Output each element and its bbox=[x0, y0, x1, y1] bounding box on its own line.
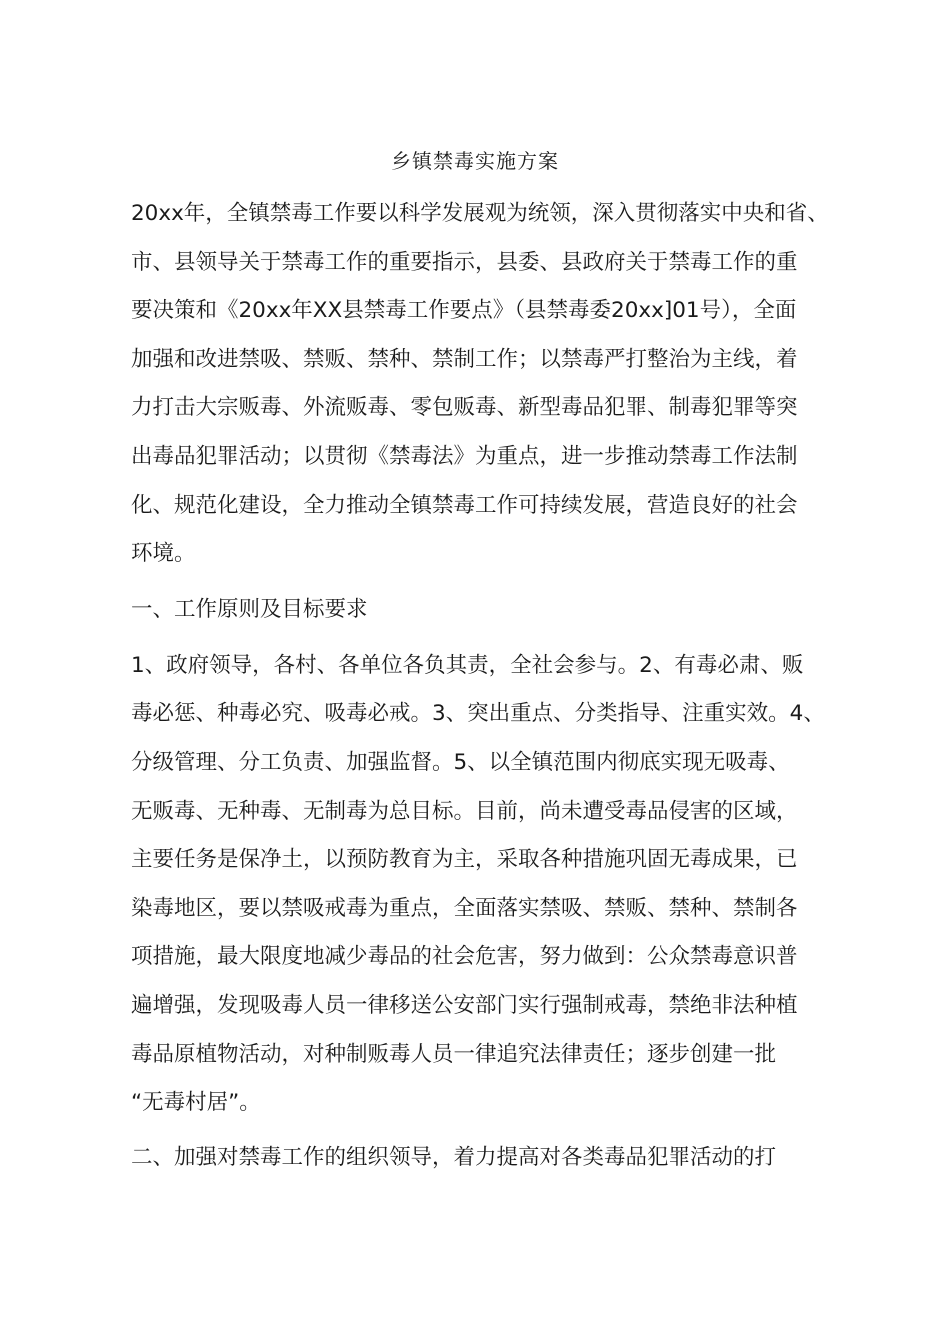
paragraph-line: 化、规范化建设，全力推动全镇禁毒工作可持续发展，营造良好的社会 bbox=[131, 493, 798, 518]
paragraph-line: 无贩毒、无种毒、无制毒为总目标。目前，尚未遭受毒品侵害的区域， bbox=[131, 799, 798, 824]
paragraph-line: 染毒地区，要以禁吸戒毒为重点，全面落实禁吸、禁贩、禁种、禁制各 bbox=[131, 896, 798, 921]
paragraph-line: 20xx年，全镇禁毒工作要以科学发展观为统领，深入贯彻落实中央和省、 bbox=[131, 201, 829, 226]
paragraph-line: 环境。 bbox=[131, 541, 196, 566]
paragraph-line: 力打击大宗贩毒、外流贩毒、零包贩毒、新型毒品犯罪、制毒犯罪等突 bbox=[131, 395, 798, 420]
section-heading: 一、工作原则及目标要求 bbox=[131, 597, 368, 622]
paragraph-line: 分级管理、分工负责、加强监督。5、以全镇范围内彻底实现无吸毒、 bbox=[131, 750, 790, 775]
paragraph-line: 毒品原植物活动，对种制贩毒人员一律追究法律责任；逐步创建一批 bbox=[131, 1042, 777, 1067]
paragraph-line: 主要任务是保净土，以预防教育为主，采取各种措施巩固无毒成果，已 bbox=[131, 847, 798, 872]
paragraph-line: 要决策和《20xx年XX县禁毒工作要点》（县禁毒委20xx]01号），全面 bbox=[131, 298, 797, 323]
paragraph-line: 毒必惩、种毒必究、吸毒必戒。3、突出重点、分类指导、注重实效。4、 bbox=[131, 701, 825, 726]
paragraph-line: 市、县领导关于禁毒工作的重要指示，县委、县政府关于禁毒工作的重 bbox=[131, 250, 798, 275]
paragraph-line: 加强和改进禁吸、禁贩、禁种、禁制工作；以禁毒严打整治为主线，着 bbox=[131, 347, 798, 372]
paragraph-line: 出毒品犯罪活动；以贯彻《禁毒法》为重点，进一步推动禁毒工作法制 bbox=[131, 444, 798, 469]
paragraph-line: “无毒村居”。 bbox=[131, 1090, 261, 1115]
paragraph-line: 1、政府领导，各村、各单位各负其责，全社会参与。2、有毒必肃、贩 bbox=[131, 653, 804, 678]
paragraph-line: 项措施，最大限度地减少毒品的社会危害，努力做到：公众禁毒意识普 bbox=[131, 944, 798, 969]
section-heading: 二、加强对禁毒工作的组织领导，着力提高对各类毒品犯罪活动的打 bbox=[131, 1145, 777, 1170]
paragraph-line: 遍增强，发现吸毒人员一律移送公安部门实行强制戒毒，禁绝非法种植 bbox=[131, 993, 798, 1018]
document-title: 乡镇禁毒实施方案 bbox=[391, 149, 559, 173]
